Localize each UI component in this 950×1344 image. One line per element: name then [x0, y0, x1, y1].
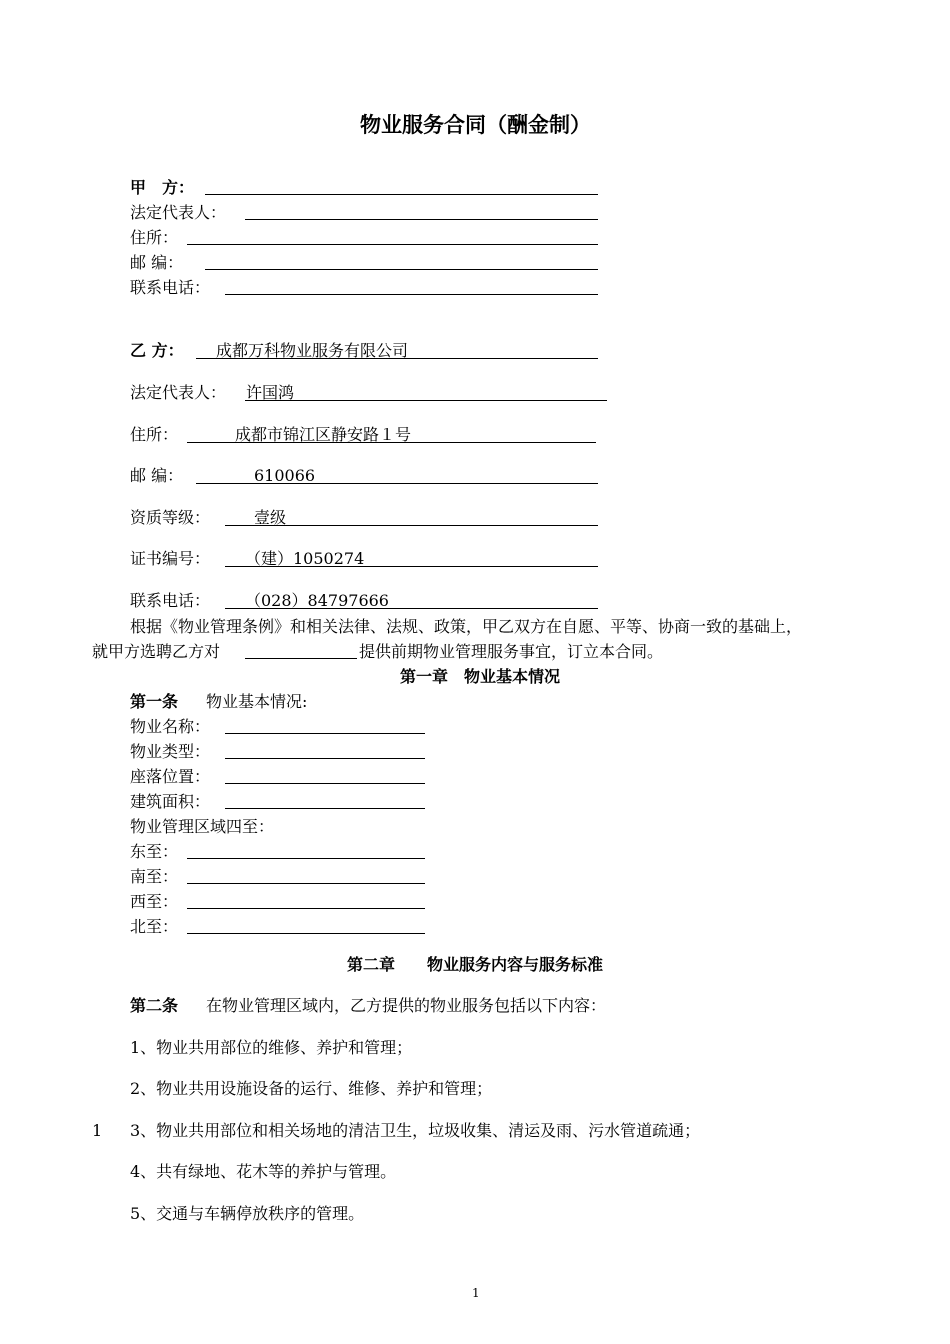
article-2-label: 第二条 — [130, 996, 179, 1015]
party-a-zip-label: 邮 编： — [130, 253, 184, 272]
boundary-heading: 物业管理区域四至： — [130, 817, 275, 836]
property-field-blank — [225, 808, 425, 809]
party-a-blank — [205, 194, 598, 195]
party-b-name: 成都万科物业服务有限公司 — [216, 341, 409, 360]
party-b-rep: 许国鸿 — [246, 383, 295, 402]
party-b-grade: 壹级 — [254, 508, 287, 527]
party-b-zip: 610066 — [254, 466, 316, 485]
service-item: 4、共有绿地、花木等的养护与管理。 — [130, 1162, 397, 1181]
party-b-phone: （028）84797666 — [245, 591, 389, 610]
party-a-label: 甲 方： — [130, 178, 195, 197]
party-a-rep-blank — [245, 219, 598, 220]
intro-line-1: 根据《物业管理条例》和相关法律、法规、政策，甲乙双方在自愿、平等、协商一致的基础上， — [130, 617, 803, 636]
party-b-rep-label: 法定代表人： — [130, 383, 227, 402]
party-a-rep-label: 法定代表人： — [130, 203, 227, 222]
intro-line-2b: 提供前期物业管理服务事宜，订立本合同。 — [359, 642, 664, 661]
property-field-blank — [225, 758, 425, 759]
chapter-1-title: 第一章 物业基本情况 — [400, 667, 561, 686]
party-b-zip-label: 邮 编： — [130, 466, 184, 485]
boundary-blank — [187, 858, 425, 859]
party-b-rep-line — [245, 400, 607, 401]
boundary-label: 东至： — [130, 842, 179, 861]
property-field-blank — [225, 733, 425, 734]
property-field-label: 物业名称： — [130, 717, 211, 736]
intro-line-2a: 就甲方选聘乙方对 — [92, 642, 221, 661]
party-a-zip-blank — [205, 269, 598, 270]
property-field-blank — [225, 783, 425, 784]
service-item: 3、物业共用部位和相关场地的清洁卫生，垃圾收集、清运及雨、污水管道疏通； — [130, 1121, 701, 1140]
boundary-label: 西至： — [130, 892, 179, 911]
property-field-label: 建筑面积： — [130, 792, 211, 811]
party-b-phone-label: 联系电话： — [130, 591, 211, 610]
party-b-addr: 成都市锦江区静安路１号 — [235, 425, 412, 444]
party-b-cert: （建）1050274 — [245, 549, 365, 568]
party-b-cert-label: 证书编号： — [130, 549, 211, 568]
service-item: 2、物业共用设施设备的运行、维修、养护和管理； — [130, 1079, 493, 1098]
intro-property-blank — [245, 658, 357, 659]
party-b-addr-label: 住所： — [130, 425, 179, 444]
property-field-label: 座落位置： — [130, 767, 211, 786]
article-1-label: 第一条 — [130, 692, 179, 711]
article-1-text: 物业基本情况: — [206, 692, 308, 711]
service-item: 5、交通与车辆停放秩序的管理。 — [130, 1204, 365, 1223]
document-title: 物业服务合同（酬金制） — [360, 113, 591, 137]
page-number: 1 — [472, 1286, 480, 1300]
party-b-grade-label: 资质等级： — [130, 508, 211, 527]
service-item: 1、物业共用部位的维修、养护和管理； — [130, 1038, 413, 1057]
party-a-phone-blank — [225, 294, 598, 295]
party-a-addr-blank — [187, 244, 598, 245]
boundary-blank — [187, 908, 425, 909]
boundary-blank — [187, 933, 425, 934]
boundary-label: 南至： — [130, 867, 179, 886]
boundary-label: 北至： — [130, 917, 179, 936]
party-b-label: 乙 方： — [130, 341, 184, 360]
boundary-blank — [187, 883, 425, 884]
article-2-text: 在物业管理区域内，乙方提供的物业服务包括以下内容： — [206, 996, 607, 1015]
margin-number: 1 — [92, 1121, 103, 1140]
property-field-label: 物业类型： — [130, 742, 211, 761]
party-a-phone-label: 联系电话： — [130, 278, 211, 297]
chapter-2-title: 第二章 物业服务内容与服务标准 — [347, 955, 604, 974]
party-a-addr-label: 住所： — [130, 228, 179, 247]
